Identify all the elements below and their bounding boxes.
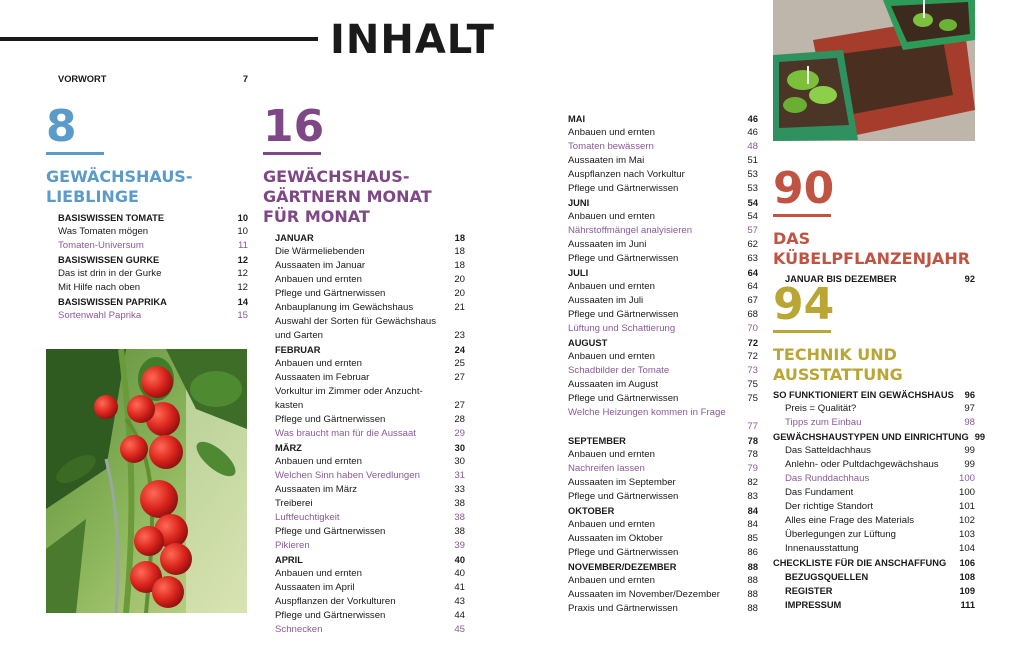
toc-text: MÄRZ — [275, 443, 302, 453]
toc-text: Pflege und Gärtnerwissen — [568, 547, 679, 558]
toc-page: 38 — [454, 512, 465, 523]
toc-page: 75 — [747, 379, 758, 390]
toc-page: 101 — [958, 501, 975, 512]
toc-row[interactable] — [773, 542, 975, 556]
toc-page: 18 — [454, 233, 465, 243]
toc-text: Aussaaten im April — [275, 582, 355, 593]
toc-page: 44 — [454, 610, 465, 621]
toc-row[interactable] — [568, 434, 758, 448]
toc-row[interactable] — [275, 581, 465, 595]
toc-page: 48 — [747, 141, 758, 152]
toc-page: 20 — [454, 288, 465, 299]
toc-page: 40 — [454, 555, 465, 565]
toc-row[interactable] — [773, 388, 975, 402]
toc-text: APRIL — [275, 555, 303, 565]
toc-page: 45 — [454, 624, 465, 635]
toc-text: Pflege und Gärtnerwissen — [275, 610, 386, 621]
toc-text: Anbauen und ernten — [568, 211, 655, 222]
toc-text: Das Fundament — [785, 487, 854, 498]
section-number: 90 — [773, 163, 835, 214]
toc-text: Pflege und Gärtnerwissen — [568, 309, 679, 320]
toc-text: Das ist drin in der Gurke — [58, 268, 162, 279]
toc-text: VORWORT — [58, 74, 107, 84]
toc-text: Tipps zum Einbau — [785, 417, 862, 428]
toc-page: 51 — [747, 155, 758, 166]
toc-text: Anbauen und ernten — [568, 575, 655, 586]
toc-page: 68 — [747, 309, 758, 320]
section-90 — [773, 163, 975, 286]
toc-row[interactable] — [568, 336, 758, 350]
toc-text: Vorkultur im Zimmer oder Anzucht-kasten — [275, 386, 423, 411]
toc-text: Das Runddachhaus — [785, 473, 870, 484]
toc-page: 77 — [747, 421, 758, 432]
toc-page: 30 — [454, 443, 465, 453]
section-number: 94 — [773, 279, 835, 330]
toc-page: 63 — [747, 253, 758, 264]
toc-row[interactable] — [275, 483, 465, 497]
toc-text: JULI — [568, 268, 589, 278]
toc-page: 10 — [237, 213, 248, 223]
toc-row[interactable] — [568, 224, 758, 238]
toc-text: BASISWISSEN PAPRIKA — [58, 297, 167, 307]
toc-page: 29 — [454, 428, 465, 439]
toc-row[interactable] — [275, 273, 465, 287]
toc-row[interactable] — [773, 584, 975, 598]
toc-text: Nachreifen lassen — [568, 463, 645, 474]
toc-page: 57 — [747, 225, 758, 236]
toc-text: Der richtige Standort — [785, 501, 873, 512]
toc-row[interactable] — [568, 196, 758, 210]
toc-row[interactable] — [275, 427, 465, 441]
toc-text: Aussaaten im Oktober — [568, 533, 663, 544]
toc-page: 100 — [958, 473, 975, 484]
toc-row[interactable] — [568, 588, 758, 602]
toc-text: Welchen Sinn haben Veredlungen — [275, 470, 420, 481]
section-entries — [46, 211, 248, 323]
toc-text: Aussaaten im Juli — [568, 295, 644, 306]
toc-text: Anbauen und ernten — [275, 358, 362, 369]
toc-page: 64 — [747, 281, 758, 292]
toc-page: 73 — [747, 365, 758, 376]
section-number: 8 — [46, 101, 77, 152]
toc-row[interactable] — [568, 112, 758, 126]
toc-page: 106 — [959, 558, 975, 568]
toc-text: Das Satteldachhaus — [785, 445, 871, 456]
toc-text: OKTOBER — [568, 506, 615, 516]
toc-row[interactable] — [773, 570, 975, 584]
toc-text: Welche Heizungen kommen in Frage — [568, 407, 726, 418]
toc-row[interactable] — [568, 462, 758, 476]
tomato-photo — [46, 349, 247, 613]
toc-text: Auspflanzen der Vorkulturen — [275, 596, 396, 607]
toc-text: Was Tomaten mögen — [58, 226, 149, 237]
toc-row[interactable] — [275, 385, 465, 413]
toc-text: GEWÄCHSHAUSTYPEN UND EINRICHTUNG — [773, 432, 969, 442]
toc-row[interactable] — [568, 252, 758, 266]
seedling-trays-image — [773, 0, 975, 141]
toc-row[interactable] — [773, 444, 975, 458]
toc-row[interactable] — [568, 378, 758, 392]
toc-page: 62 — [747, 239, 758, 250]
section-number-rule — [773, 214, 831, 217]
toc-text: MAI — [568, 114, 586, 124]
section-entries — [568, 112, 758, 616]
toc-page: 99 — [964, 445, 975, 456]
toc-page: 40 — [454, 568, 465, 579]
toc-text: Pflege und Gärtnerwissen — [568, 393, 679, 404]
page-title: INHALT — [330, 17, 495, 63]
toc-page: 21 — [454, 302, 465, 313]
toc-page: 38 — [454, 498, 465, 509]
toc-text: Schadbilder der Tomate — [568, 365, 670, 376]
toc-row[interactable] — [275, 553, 465, 567]
toc-text: Innenausstattung — [785, 543, 859, 554]
toc-row[interactable] — [275, 539, 465, 553]
toc-text: Tomaten bewässern — [568, 141, 654, 152]
toc-page: 100 — [958, 487, 975, 498]
section-number: 16 — [263, 101, 325, 152]
toc-row[interactable] — [568, 210, 758, 224]
toc-page: 78 — [747, 449, 758, 460]
toc-page: 43 — [454, 596, 465, 607]
toc-page: 72 — [747, 338, 758, 348]
toc-page: 78 — [747, 436, 758, 446]
toc-text: Auspflanzen nach Vorkultur — [568, 169, 685, 180]
toc-page: 72 — [747, 351, 758, 362]
toc-page: 14 — [237, 297, 248, 307]
toc-row[interactable] — [568, 392, 758, 406]
toc-row[interactable] — [568, 364, 758, 378]
section-title: TECHNIK UND AUSSTATTUNG — [773, 345, 903, 384]
toc-text: Pflege und Gärtnerwissen — [275, 414, 386, 425]
section-title: GEWÄCHSHAUS-GÄRTNERN MONAT FÜR MONAT — [263, 167, 432, 226]
section-16 — [263, 101, 465, 637]
toc-row[interactable] — [568, 490, 758, 504]
toc-page: 84 — [747, 519, 758, 530]
toc-row[interactable] — [275, 245, 465, 259]
toc-page: 10 — [237, 226, 248, 237]
toc-row[interactable] — [275, 469, 465, 483]
toc-row[interactable] — [773, 486, 975, 500]
section-number-rule — [46, 152, 104, 155]
toc-row[interactable] — [773, 416, 975, 430]
toc-row[interactable] — [568, 560, 758, 574]
toc-row[interactable] — [568, 504, 758, 518]
toc-row[interactable] — [568, 280, 758, 294]
toc-row[interactable] — [773, 430, 986, 444]
toc-text: Anlehn- oder Pultdachgewächshaus — [785, 459, 939, 470]
section-title: GEWÄCHSHAUS-LIEBLINGE — [46, 167, 193, 206]
toc-page: 111 — [960, 600, 975, 610]
toc-page: 53 — [747, 183, 758, 194]
toc-text: JANUAR BIS DEZEMBER — [785, 274, 897, 284]
toc-page: 88 — [747, 589, 758, 600]
toc-page: 18 — [454, 246, 465, 257]
toc-page: 53 — [747, 169, 758, 180]
toc-text: SEPTEMBER — [568, 436, 626, 446]
toc-row[interactable] — [275, 315, 465, 343]
toc-row[interactable] — [58, 309, 248, 323]
toc-text: BASISWISSEN GURKE — [58, 255, 160, 265]
toc-row[interactable] — [568, 154, 758, 168]
toc-row[interactable] — [58, 253, 248, 267]
toc-page: 88 — [747, 603, 758, 614]
toc-text: BASISWISSEN TOMATE — [58, 213, 165, 223]
toc-page: 79 — [747, 463, 758, 474]
toc-row[interactable] — [58, 225, 248, 239]
toc-text: Aussaaten im Februar — [275, 372, 370, 383]
toc-text: Anbauen und ernten — [275, 568, 362, 579]
toc-text: Lüftung und Schattierung — [568, 323, 676, 334]
toc-row[interactable] — [568, 308, 758, 322]
toc-row[interactable] — [773, 458, 975, 472]
title-rule — [0, 37, 318, 41]
toc-row[interactable] — [58, 281, 248, 295]
toc-page: 70 — [747, 323, 758, 334]
toc-text: Die Wärmeliebenden — [275, 246, 365, 257]
toc-page: 27 — [454, 372, 465, 383]
toc-page: 102 — [958, 515, 975, 526]
toc-page: 99 — [974, 432, 986, 442]
tomato-plant-image — [46, 349, 247, 613]
toc-text: Luftfeuchtigkeit — [275, 512, 340, 523]
section-title: DAS KÜBELPFLANZENJAHR — [773, 229, 971, 268]
toc-text: Pflege und Gärtnerwissen — [275, 526, 386, 537]
toc-row[interactable] — [568, 546, 758, 560]
toc-page: 88 — [747, 575, 758, 586]
toc-text: AUGUST — [568, 338, 608, 348]
toc-row[interactable] — [568, 406, 758, 434]
toc-text: JUNI — [568, 198, 590, 208]
toc-text: Aussaaten im August — [568, 379, 659, 390]
toc-row[interactable] — [568, 238, 758, 252]
toc-page: 46 — [747, 114, 758, 124]
toc-page: 41 — [454, 582, 465, 593]
toc-text: Schnecken — [275, 624, 323, 635]
toc-row[interactable] — [275, 511, 465, 525]
toc-row[interactable] — [568, 574, 758, 588]
toc-page: 28 — [454, 414, 465, 425]
toc-page: 12 — [237, 268, 248, 279]
toc-page: 54 — [747, 211, 758, 222]
toc-text: NOVEMBER/DEZEMBER — [568, 562, 677, 572]
toc-text: SO FUNKTIONIERT EIN GEWÄCHSHAUS — [773, 390, 954, 400]
toc-page: 25 — [454, 358, 465, 369]
toc-text: Pflege und Gärtnerwissen — [275, 288, 386, 299]
toc-row[interactable] — [773, 598, 975, 612]
toc-text: JANUAR — [275, 233, 314, 243]
toc-row[interactable] — [773, 514, 975, 528]
toc-text: Sortenwahl Paprika — [58, 310, 142, 321]
section-number-rule — [773, 330, 831, 333]
toc-row[interactable] — [275, 371, 465, 385]
section-8 — [46, 101, 248, 323]
toc-text: Aussaaten im Juni — [568, 239, 647, 250]
toc-row[interactable] — [568, 476, 758, 490]
toc-row[interactable] — [773, 556, 975, 570]
toc-row[interactable] — [568, 266, 758, 280]
toc-row[interactable] — [275, 343, 465, 357]
seedling-photo — [773, 0, 975, 141]
toc-page: 82 — [747, 477, 758, 488]
toc-page: 104 — [958, 543, 975, 554]
toc-row[interactable] — [275, 301, 465, 315]
toc-row[interactable] — [275, 567, 465, 581]
toc-text: Aussaaten im März — [275, 484, 358, 495]
toc-text: BEZUGSQUELLEN — [785, 572, 869, 582]
toc-page: 98 — [964, 417, 975, 428]
toc-text: Treiberei — [275, 498, 313, 509]
toc-page: 75 — [747, 393, 758, 404]
toc-page: 38 — [454, 526, 465, 537]
toc-row[interactable] — [773, 472, 975, 486]
toc-page: 97 — [964, 403, 975, 414]
toc-text: Auswahl der Sorten für Gewächshaus und Garten — [275, 316, 437, 341]
vorwort-entry[interactable] — [58, 72, 248, 86]
toc-page: 109 — [959, 586, 975, 596]
toc-page: 85 — [747, 533, 758, 544]
toc-text: Mit Hilfe nach oben — [58, 282, 141, 293]
toc-row[interactable] — [568, 602, 758, 616]
toc-text: Anbauen und ernten — [568, 449, 655, 460]
toc-page: 96 — [964, 390, 975, 400]
toc-page: 99 — [964, 459, 975, 470]
toc-page: 103 — [958, 529, 975, 540]
toc-page: 31 — [454, 470, 465, 481]
toc-page: 46 — [747, 127, 758, 138]
toc-text: Aussaaten im September — [568, 477, 676, 488]
toc-row[interactable] — [568, 350, 758, 364]
toc-page: 86 — [747, 547, 758, 558]
toc-text: Aussaaten im Januar — [275, 260, 366, 271]
toc-page: 15 — [237, 310, 248, 321]
toc-page: 23 — [454, 330, 465, 341]
toc-text: Tomaten-Universum — [58, 240, 144, 251]
toc-page: 27 — [454, 400, 465, 411]
toc-row[interactable] — [275, 455, 465, 469]
toc-page: 54 — [747, 198, 758, 208]
toc-row[interactable] — [275, 497, 465, 511]
toc-row[interactable] — [773, 528, 975, 542]
toc-row[interactable] — [275, 287, 465, 301]
toc-text: REGISTER — [785, 586, 833, 596]
toc-page: 18 — [454, 260, 465, 271]
toc-page: 67 — [747, 295, 758, 306]
toc-text: Anbauen und ernten — [568, 351, 655, 362]
toc-row[interactable] — [275, 441, 465, 455]
toc-row[interactable] — [275, 609, 465, 623]
toc-text: Preis = Qualität? — [785, 403, 857, 414]
toc-text: Anbauen und ernten — [568, 127, 655, 138]
toc-row[interactable] — [275, 357, 465, 371]
toc-text: Was braucht man für die Aussaat — [275, 428, 416, 439]
toc-page: 92 — [964, 274, 975, 284]
toc-row[interactable] — [275, 413, 465, 427]
toc-page: 12 — [237, 282, 248, 293]
toc-text: Anbauplanung im Gewächshaus — [275, 302, 414, 313]
toc-text: Anbauen und ernten — [568, 281, 655, 292]
toc-page: 33 — [454, 484, 465, 495]
toc-row[interactable] — [275, 231, 465, 245]
toc-row[interactable] — [275, 259, 465, 273]
toc-row[interactable] — [773, 500, 975, 514]
toc-text: Überlegungen zur Lüftung — [785, 529, 896, 540]
toc-text: Anbauen und ernten — [275, 456, 362, 467]
toc-page: 64 — [747, 268, 758, 278]
toc-page: 83 — [747, 491, 758, 502]
toc-text: Alles eine Frage des Materials — [785, 515, 915, 526]
toc-text: Aussaaten im November/Dezember — [568, 589, 720, 600]
section-entries — [773, 388, 986, 612]
toc-text: IMPRESSUM — [785, 600, 842, 610]
toc-text: Pflege und Gärtnerwissen — [568, 253, 679, 264]
toc-row[interactable] — [58, 267, 248, 281]
toc-page: 108 — [959, 572, 975, 582]
section-number-rule — [263, 152, 321, 155]
toc-row[interactable] — [58, 211, 248, 225]
toc-page: 88 — [747, 562, 758, 572]
toc-text: Aussaaten im Mai — [568, 155, 645, 166]
toc-row[interactable] — [275, 595, 465, 609]
toc-row[interactable] — [58, 239, 248, 253]
section-entries — [263, 231, 465, 637]
toc-row[interactable] — [568, 126, 758, 140]
toc-row[interactable] — [58, 72, 248, 86]
toc-row[interactable] — [568, 140, 758, 154]
toc-row[interactable] — [773, 402, 975, 416]
toc-page: 84 — [747, 506, 758, 516]
toc-row[interactable] — [568, 182, 758, 196]
toc-text: Praxis und Gärtnerwissen — [568, 603, 678, 614]
toc-page: 20 — [454, 274, 465, 285]
toc-row[interactable] — [568, 294, 758, 308]
toc-row[interactable] — [568, 448, 758, 462]
toc-row[interactable] — [275, 525, 465, 539]
toc-text: Pflege und Gärtnerwissen — [568, 183, 679, 194]
toc-text: Pflege und Gärtnerwissen — [568, 491, 679, 502]
toc-text: Anbauen und ernten — [568, 519, 655, 530]
toc-row[interactable] — [58, 295, 248, 309]
months-column — [568, 112, 758, 616]
toc-row[interactable] — [568, 168, 758, 182]
toc-row[interactable] — [568, 518, 758, 532]
toc-page: 12 — [237, 255, 248, 265]
toc-page: 11 — [238, 240, 248, 251]
toc-row[interactable] — [568, 532, 758, 546]
toc-text: CHECKLISTE FÜR DIE ANSCHAFFUNG — [773, 558, 947, 568]
toc-page: 30 — [454, 456, 465, 467]
toc-page: 7 — [242, 74, 248, 84]
toc-text: Nährstoffmängel analyisieren — [568, 225, 693, 236]
toc-row[interactable] — [568, 322, 758, 336]
toc-text: Pikieren — [275, 540, 310, 551]
toc-text: FEBRUAR — [275, 345, 321, 355]
toc-page: 39 — [454, 540, 465, 551]
toc-row[interactable] — [275, 623, 465, 637]
toc-page: 24 — [454, 345, 465, 355]
toc-text: Anbauen und ernten — [275, 274, 362, 285]
